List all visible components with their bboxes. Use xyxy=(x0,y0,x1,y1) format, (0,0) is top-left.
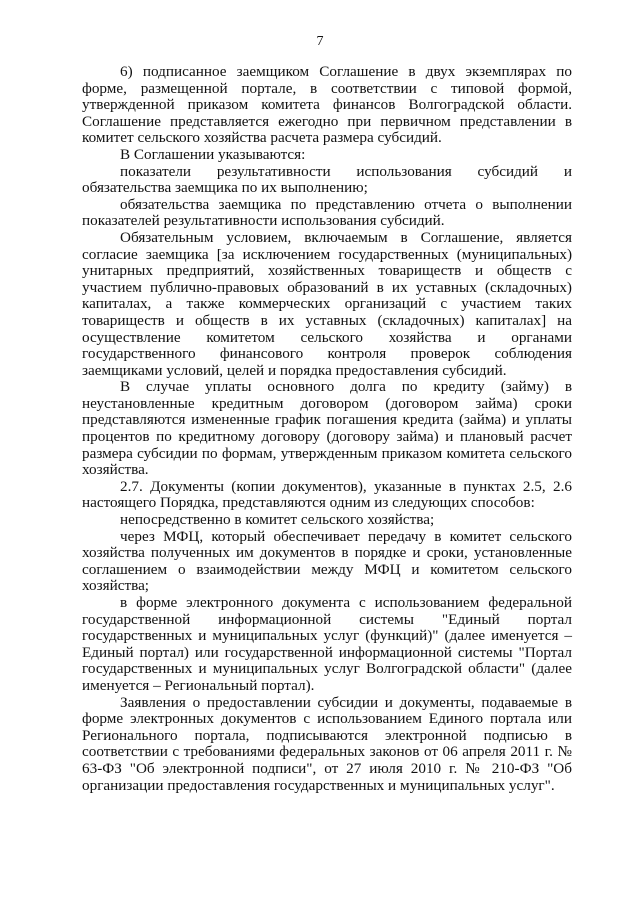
paragraph-mandatory-condition: Обязательным условием, включаемым в Соглашение, является согласие заемщика [за исключением государственных (муниципальных) унитарных предприятий, хозяйственных товариществ и обществ с участием публично-правовых образований в их уставных (складочных) капиталах, а также коммерческих организаций с участием таких товариществ и обществ в их уставных (складочных) капиталах] на осуществление комитетом сельского хозяйства и органами государственного финансового контроля проверок соблюдения заемщиками условий, целей и порядка предоставления субсидий. xyxy=(82,228,572,379)
paragraph-performance-indicators: показатели результативности использования субсидий и обязательства заемщика по их выполнению; xyxy=(82,162,572,197)
paragraph-method-electronic: в форме электронного документа с использованием федеральной государственной информационной системы "Единый портал государственных и муниципальных услуг (функций)" (далее именуется – Единый портал) или государственной информационной системы "Портал государственных и муниципальных услуг Волгоградской области" (далее именуется – Региональный портал). xyxy=(82,594,572,694)
paragraph-agreement-contents-heading: В Соглашении указываются: xyxy=(120,145,306,163)
paragraph-submission-methods: 2.7. Документы (копии документов), указанные в пунктах 2.5, 2.6 настоящего Порядка, представляются одним из следующих способов: xyxy=(82,477,572,512)
paragraph-signed-agreement: 6) подписанное заемщиком Соглашение в двух экземплярах по форме, размещенной портале, в соответствии с типовой формой, утвержденной приказом комитета финансов Волгоградской области. Соглашение представляется ежегодно при первичном представлении в комитет сельского хозяйства расчета размера субсидий. xyxy=(82,63,572,147)
page-number: 7 xyxy=(316,34,324,49)
document-body xyxy=(82,64,572,794)
paragraph-method-mfc: через МФЦ, который обеспечивает передачу в комитет сельского хозяйства полученных им документов в порядке и сроки, установленные соглашением о взаимодействии между МФЦ и комитетом сельского хозяйства; xyxy=(82,527,572,595)
paragraph-electronic-signature: Заявления о предоставлении субсидии и документы, подаваемые в форме электронных документов с использованием Единого портала или Регионального портала, подписываются электронной подписью в соответствии с требованиями федеральных законов от 06 апреля 2011 г. № 63-ФЗ "Об электронной подписи", от 27 июля 2010 г. № 210-ФЗ "Об организации предоставления государственных и муниципальных услуг". xyxy=(82,693,572,794)
paragraph-early-repayment: В случае уплаты основного долга по кредиту (займу) в неустановленные кредитным договором (договором займа) сроки представляются измененные график погашения кредита (займа) и уплаты процентов по кредитному договору (договору займа) и плановый расчет размера субсидии по формам, утвержденным приказом комитета сельского хозяйства. xyxy=(82,378,572,479)
paragraph-method-direct: непосредственно в комитет сельского хозяйства; xyxy=(120,511,435,529)
paragraph-reporting-obligations: обязательства заемщика по представлению отчета о выполнении показателей результативности использования субсидий. xyxy=(82,195,572,230)
